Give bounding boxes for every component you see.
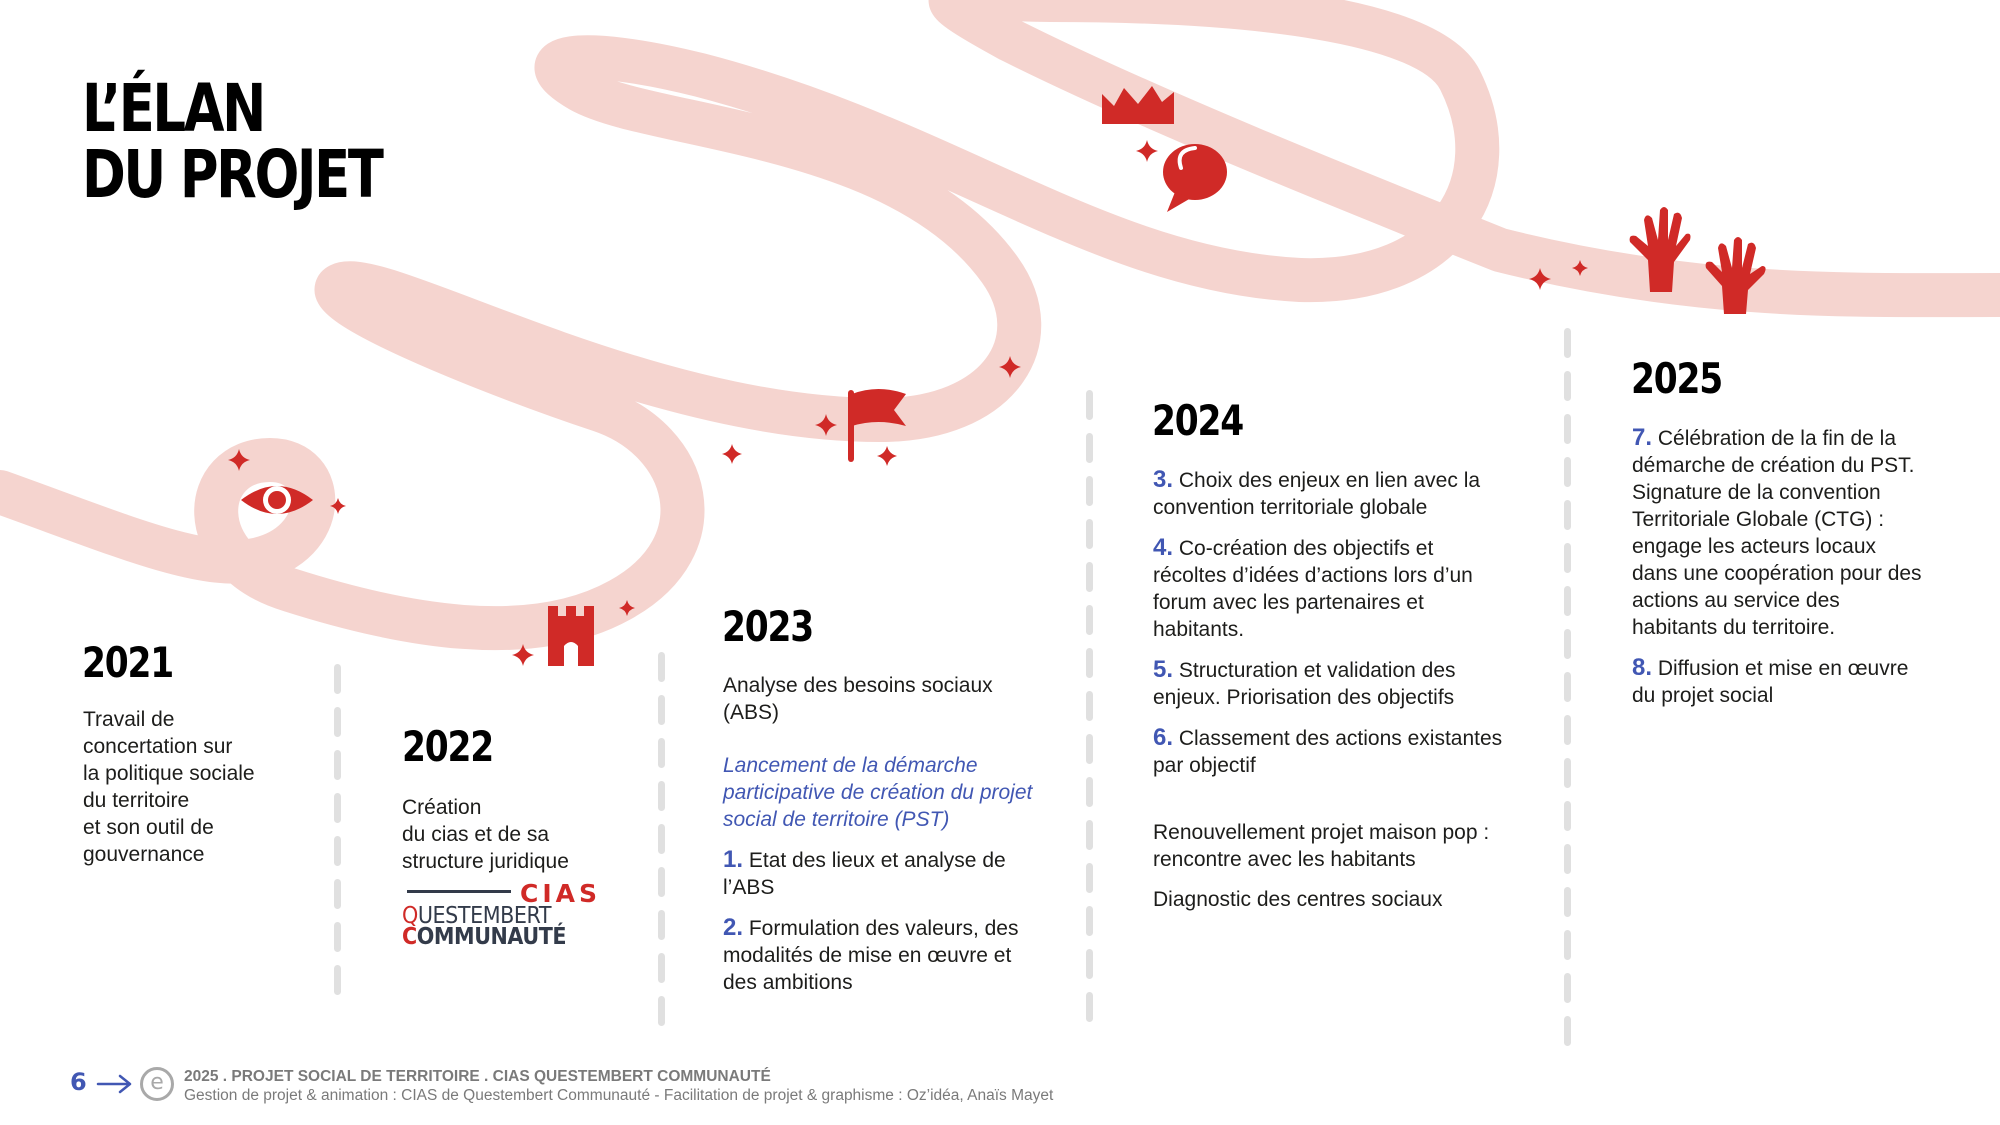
text-2022-line: du cias et de sa <box>402 823 550 846</box>
year-2025: 2025 <box>1631 354 1722 403</box>
text-2022-line: structure juridique <box>402 850 569 873</box>
text-2022 <box>402 794 622 875</box>
launch-note: Lancement de la démarche participative de création du projet social de territoire (PST) <box>723 754 1033 831</box>
text-2021-line: la politique sociale <box>83 762 255 785</box>
step-text: Classement des actions existantes par objectif <box>1153 727 1503 777</box>
speech-bubble-icon <box>1163 144 1227 212</box>
text-2021-line: concertation sur <box>83 735 233 758</box>
step-4 <box>1153 534 1503 643</box>
separator-2022-2023 <box>658 652 665 1039</box>
logo-questembert-text: QUESTEMBERT <box>402 903 552 929</box>
footer-title: 2025 . PROJET SOCIAL DE TERRITOIRE . CIAS QUESTEMBERT COMMUNAUTÉ <box>184 1068 771 1085</box>
step-6 <box>1153 724 1503 779</box>
ozidea-logo-icon: e <box>140 1067 174 1101</box>
step-number: 6. <box>1153 724 1174 751</box>
step-text: Etat des lieux et analyse de l’ABS <box>723 849 1006 899</box>
separator-2023-2024 <box>1086 390 1093 1035</box>
text-2021-line: et son outil de <box>83 816 214 839</box>
step-text: Co-création des objectifs et récoltes d’idées d’actions lors d’un forum avec les partenaires et habitants. <box>1153 537 1473 641</box>
step-text: Choix des enjeux en lien avec la convention territoriale globale <box>1153 469 1481 519</box>
footer-credits: Gestion de projet & animation : CIAS de Questembert Communauté - Facilitation de projet & graphisme : Oz’idéa, Anaïs Mayet <box>184 1087 1054 1104</box>
title-line-2: DU PROJET <box>82 136 382 213</box>
arrow-right-icon <box>96 1073 134 1095</box>
year-2023: 2023 <box>722 602 813 651</box>
ctg-note <box>1632 479 1922 641</box>
cias-logo <box>402 879 602 949</box>
separator-2024-2025 <box>1564 328 1571 1059</box>
step-text: Célébration de la fin de la démarche de création du PST. <box>1632 427 1915 477</box>
step-5 <box>1153 656 1503 711</box>
step-text: Structuration et validation des enjeux. Priorisation des objectifs <box>1153 659 1456 709</box>
page-number: 6 <box>70 1068 87 1096</box>
text-2022-line: Création <box>402 796 482 819</box>
text-2021-line: gouvernance <box>83 843 205 866</box>
extra-note: Renouvellement projet maison pop : rencontre avec les habitants <box>1153 821 1490 871</box>
step-1 <box>723 846 1033 901</box>
logo-communaute-text: COMMUNAUTÉ <box>402 924 567 950</box>
castle-icon <box>548 606 594 666</box>
title-line-1: L’ÉLAN <box>82 70 264 147</box>
step-2 <box>723 914 1033 996</box>
text-2025 <box>1632 424 1922 722</box>
separator-2021-2022 <box>334 664 341 1008</box>
text-2023 <box>723 672 1033 1009</box>
step-number: 1. <box>723 846 744 873</box>
step-number: 8. <box>1632 654 1653 681</box>
step-text: Signature de la convention Territoriale Globale (CTG) : engage les acteurs locaux dans une coopération pour des actions au service des habitants du territoire. <box>1632 481 1922 639</box>
step-8 <box>1632 654 1922 709</box>
step-text: Diffusion et mise en œuvre du projet social <box>1632 657 1909 707</box>
step-number: 5. <box>1153 656 1174 683</box>
step-3 <box>1153 466 1503 521</box>
page-title <box>82 70 382 213</box>
text-2021-line: Travail de <box>83 708 175 731</box>
text-2024 <box>1153 466 1503 926</box>
step-number: 7. <box>1632 424 1653 451</box>
step-number: 4. <box>1153 534 1174 561</box>
logo-cias-text: CIAS <box>520 879 602 908</box>
extra-note: Diagnostic des centres sociaux <box>1153 888 1443 911</box>
year-2024: 2024 <box>1152 396 1243 445</box>
abs-intro: Analyse des besoins sociaux (ABS) <box>723 674 993 724</box>
step-number: 3. <box>1153 466 1174 493</box>
year-2022: 2022 <box>402 722 493 771</box>
text-2021 <box>83 706 303 868</box>
step-text: Formulation des valeurs, des modalités de mise en œuvre et des ambitions <box>723 917 1019 994</box>
year-2021: 2021 <box>82 638 173 687</box>
text-2021-line: du territoire <box>83 789 190 812</box>
step-7 <box>1632 424 1922 479</box>
step-number: 2. <box>723 914 744 941</box>
logo-rule <box>407 890 511 893</box>
